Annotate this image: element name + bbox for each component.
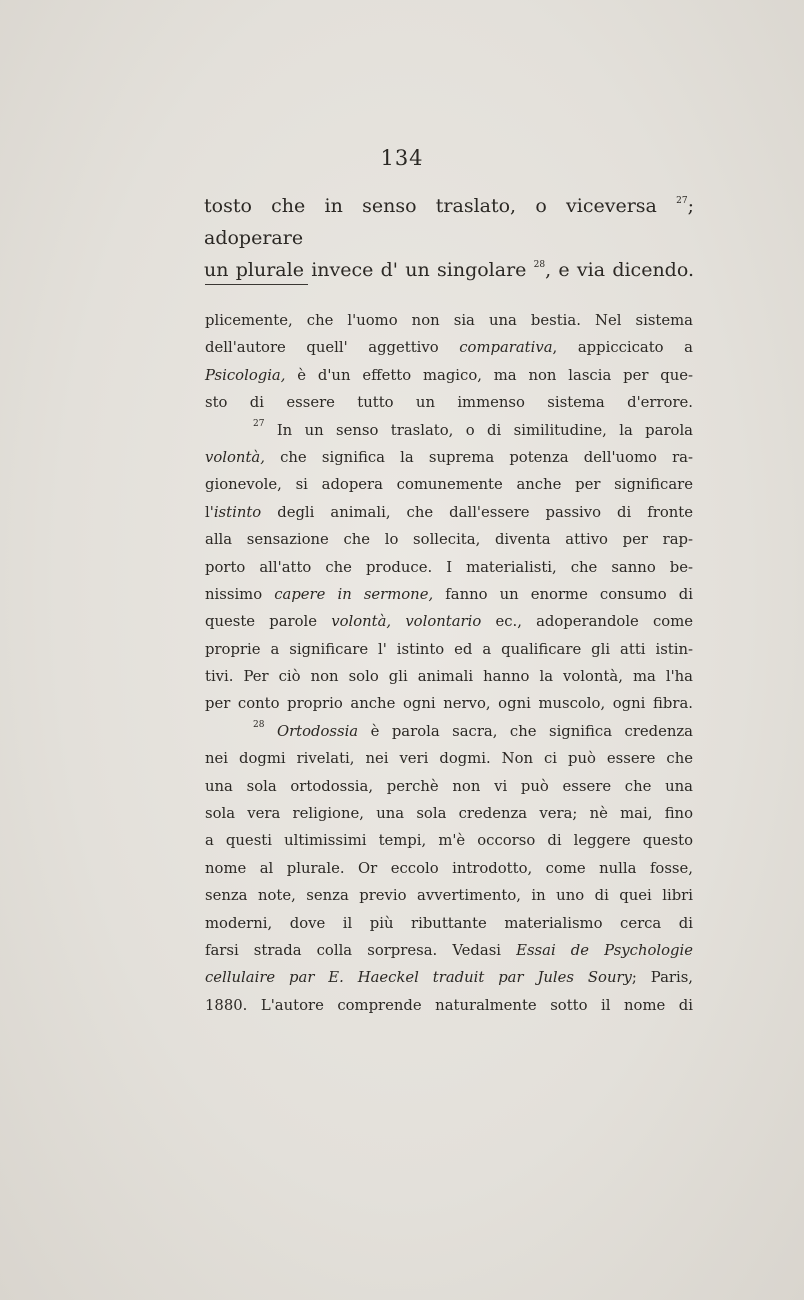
footnote-line: tivi. Per ciò non solo gli animali hanno la volontà, ma l'ha xyxy=(205,668,693,686)
footnote-line: proprie a significare l' istinto ed a qualificare gli atti istin- xyxy=(205,640,693,658)
footnote-line: cellulaire par E. Haeckel traduit par Jules Soury; Paris, xyxy=(205,969,693,987)
footnote-line: Psicologia, è d'un effetto magico, ma non lascia per que- xyxy=(205,366,693,384)
footnote-line: una sola ortodossia, perchè non vi può essere che una xyxy=(205,777,693,795)
footnote-line: farsi strada colla sorpresa. Vedasi Essai de Psychologie xyxy=(205,941,693,959)
footnote-27 xyxy=(205,417,693,718)
footnote-line: volontà, che significa la suprema potenza dell'uomo ra- xyxy=(205,448,693,466)
footnote-divider xyxy=(205,284,308,285)
footnote-line: sola vera religione, una sola credenza vera; nè mai, fino xyxy=(205,805,693,823)
footnote-number: 27 xyxy=(253,418,265,429)
footnote-ref-27: 27 xyxy=(676,196,688,206)
footnote-line: a questi ultimissimi tempi, m'è occorso di leggere questo xyxy=(205,832,693,850)
footnote-line: dell'autore quell' aggettivo comparativa, appiccicato a xyxy=(205,339,693,357)
footnote-line: senza note, senza previo avvertimento, in uno di quei libri xyxy=(205,887,693,905)
footnote-line: sto di essere tutto un immenso sistema d'errore. xyxy=(205,394,693,412)
footnote-line: queste parole volontà, volontario ec., adoperandole come xyxy=(205,613,693,631)
footnote-line: gionevole, si adopera comunemente anche per significare xyxy=(205,476,693,494)
footnote-ref-28: 28 xyxy=(533,260,546,270)
footnote-line: nissimo capere in sermone, fanno un enorme consumo di xyxy=(205,585,693,603)
footnote-line: moderni, dove il più ributtante materialismo cerca di xyxy=(205,914,693,932)
footnote-line: porto all'atto che produce. I materialisti, che sanno be- xyxy=(205,558,693,576)
footnote-line: 1880. L'autore comprende naturalmente sotto il nome di xyxy=(205,996,693,1014)
footnote-line: $^{28}$ Ortodossia è parola sacra, che significa credenza xyxy=(253,719,693,740)
footnote-line: alla sensazione che lo sollecita, diventa attivo per rap- xyxy=(205,531,693,549)
footnote-number: 28 xyxy=(253,719,265,730)
footnotes xyxy=(205,307,693,1019)
footnote-line: nome al plurale. Or eccolo introdotto, come nulla fosse, xyxy=(205,859,693,877)
main-text-line: un plurale invece d' un singolare $^{28}$, e via dicendo. xyxy=(204,259,694,281)
footnote-line: $^{27}$ In un senso traslato, o di similitudine, la parola xyxy=(253,418,693,439)
footnote-28 xyxy=(205,718,693,1019)
footnote-line: per conto proprio anche ogni nervo, ogni muscolo, ogni fibra. xyxy=(205,695,693,713)
footnote-line: nei dogmi rivelati, nei veri dogmi. Non ci può essere che xyxy=(205,750,693,768)
footnote-continuation xyxy=(205,307,693,417)
main-text xyxy=(204,190,694,286)
footnote-line: plicemente, che l'uomo non sia una bestia. Nel sistema xyxy=(205,312,693,329)
main-text-line: tosto che in senso traslato, o viceversa $^{27}$; adoperare xyxy=(204,195,694,249)
page-number: 134 xyxy=(380,146,424,170)
footnote-line: l'istinto degli animali, che dall'essere passivo di fronte xyxy=(205,503,693,521)
